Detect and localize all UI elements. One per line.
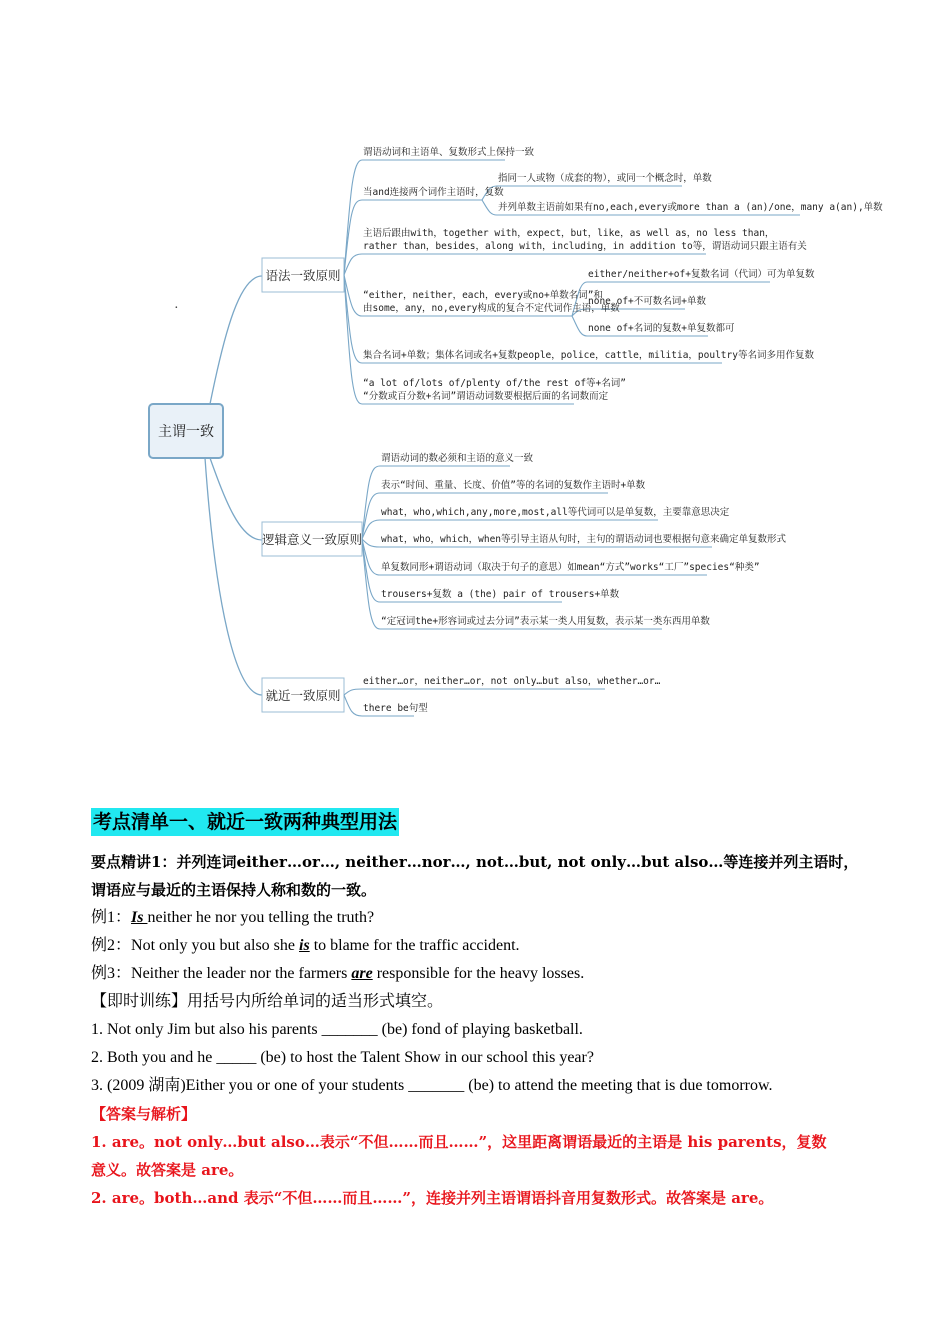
- mm-item: what，who，which，when等引导主语从句时，主句的谓语动词也要根据句意来确定单复数形式: [381, 534, 787, 545]
- branch-grammar: 语法一致原则: [265, 268, 341, 283]
- section-heading: 考点清单一、就近一致两种典型用法: [91, 808, 399, 836]
- mm-item: “a lot of/lots of/plenty of/the rest of等+名词”: [363, 378, 626, 389]
- mm-item: 表示“时间、重量、长度、价值”等的名词的复数作主语时+单数: [381, 480, 646, 491]
- question-3: 3. (2009 湖南)Either you or one of your students _______ (be) to attend the meeting that is due tomorrow.: [91, 1077, 773, 1094]
- example-1: 例1：Is neither he nor you telling the truth?: [91, 909, 375, 926]
- mm-item: “either，neither，each，every或no+单数名词”和: [363, 290, 603, 301]
- mm-item: 主语后跟由with，together with，expect，but，like，as well as，no less than，: [363, 228, 775, 239]
- example-2: 例2：Not only you but also she is to blame for the traffic accident.: [91, 937, 520, 954]
- mm-item: either/neither+of+复数名词（代词）可为单复数: [588, 269, 815, 280]
- mm-item: “分数或百分数+名词”谓语动词数要根据后面的名词数而定: [363, 391, 609, 402]
- answer-line-3: 2. are。both…and 表示“不但……而且……”，连接并列主语谓语抖音用复数形式。故答案是 are。: [91, 1189, 774, 1207]
- answer-title: 【答案与解析】: [91, 1105, 197, 1123]
- point-line-1: 要点精讲1：并列连词either…or…, neither…nor…, not…but, not only…but also…等连接并列主语时，: [91, 853, 859, 871]
- mm-item: “定冠词the+形容词或过去分词”表示某一类人用复数，表示某一类东西用单数: [381, 616, 710, 627]
- mm-item: 指同一人或物（成套的物），或同一个概念时，单数: [498, 173, 712, 184]
- mm-item: 谓语动词和主语单、复数形式上保持一致: [363, 147, 535, 158]
- mm-item: 集合名词+单数；集体名词或名+复数people，police，cattle，militia，poultry等名词多用作复数: [363, 350, 814, 361]
- stray-dot: ·: [174, 301, 179, 316]
- branch-logic: 逻辑意义一致原则: [261, 532, 363, 547]
- example-answer: Is: [131, 909, 148, 926]
- mm-item: rather than，besides，along with，including，in addition to等，谓语动词只跟主语有关: [363, 241, 807, 252]
- mm-item: there be句型: [363, 703, 428, 714]
- mm-item: what，who,which,any,more,most,all等代词可以是单复数，主要靠意思决定: [381, 507, 730, 518]
- example-prefix: 例3：: [91, 965, 132, 982]
- root-node: 主谓一致: [158, 424, 214, 440]
- example-prefix: 例2：: [91, 937, 132, 954]
- example-answer: is: [299, 937, 310, 954]
- mm-item: 由some，any，no,every构成的复合不定代词作主语，单数: [363, 303, 620, 314]
- grammar-items: [363, 146, 883, 402]
- point-line-2: 谓语应与最近的主语保持人称和数的一致。: [91, 881, 377, 899]
- mm-item: trousers+复数 a (the) pair of trousers+单数: [381, 589, 620, 600]
- example-answer: are: [351, 965, 373, 982]
- mm-item: 当and连接两个词作主语时，复数: [363, 187, 504, 198]
- root-connectors: [205, 276, 262, 695]
- practice-title: 【即时训练】用括号内所给单词的适当形式填空。: [91, 993, 444, 1010]
- answer-line-2: 意义。故答案是 are。: [91, 1161, 244, 1179]
- branch-proximity: 就近一致原则: [265, 688, 341, 703]
- mm-item: none of+名词的复数+单复数都可: [588, 323, 735, 334]
- proximity-items: [363, 676, 661, 714]
- example-3: 例3：Neither the leader nor the farmers are responsible for the heavy losses.: [91, 965, 585, 982]
- mm-item: either…or，neither…or，not only…but also，whether…or…: [363, 676, 661, 687]
- mm-item: 谓语动词的数必须和主语的意义一致: [381, 453, 534, 464]
- question-2: 2. Both you and he _____ (be) to host the Talent Show in our school this year?: [91, 1049, 594, 1066]
- mm-item: 单复数同形+谓语动词（取决于句子的意思）如mean“方式”works“工厂”species“种类”: [381, 562, 760, 573]
- mm-item: 并列单数主语前如果有no,each,every或more than a (an)/one，many a(an),单数: [498, 202, 883, 213]
- logic-items: [381, 452, 787, 627]
- mm-item: none of+不可数名词+单数: [588, 296, 706, 307]
- answer-line-1: 1. are。not only…but also…表示“不但……而且……”，这里距离谓语最近的主语是 his parents，复数: [91, 1133, 827, 1151]
- example-prefix: 例1：: [91, 909, 132, 926]
- question-1: 1. Not only Jim but also his parents _______ (be) fond of playing basketball.: [91, 1021, 583, 1038]
